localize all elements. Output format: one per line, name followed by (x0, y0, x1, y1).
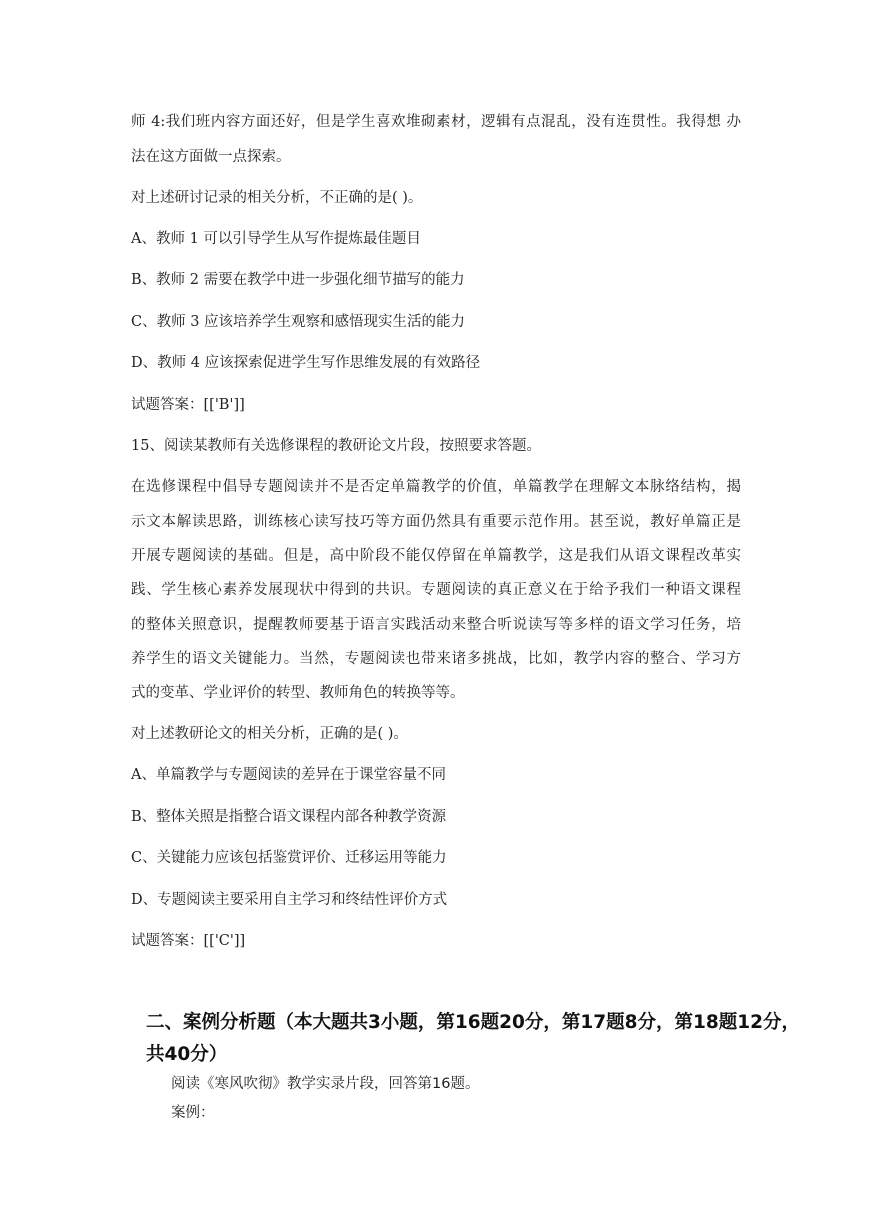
question14-prompt: 对上述研讨记录的相关分析，不正确的是( )。 (131, 190, 423, 206)
question15-title: 15、阅读某教师有关选修课程的教研论文片段，按照要求答题。 (131, 438, 541, 454)
question15-passage-line: 养学生的语文关键能力。当然，专题阅读也带来诸多挑战，比如，教学内容的整合、学习方 (131, 651, 741, 667)
question15-passage-line: 式的变革、学业评价的转型、教师角色的转换等等。 (131, 685, 465, 701)
question15-option-a: A、单篇教学与专题阅读的差异在于课堂容量不同 (131, 767, 446, 783)
question14-answer: 试题答案：[['B']] (131, 397, 245, 413)
question15-passage-line: 的整体关照意识，提醒教师要基于语言实践活动来整合听说读写等多样的语文学习任务，培 (131, 617, 741, 633)
teacher4-statement-line2: 法在这方面做一点探索。 (131, 149, 291, 165)
section2-intro: 阅读《寒风吹彻》教学实录片段，回答第16题。 (171, 1076, 480, 1092)
section2-heading-line2: 共40分） (146, 1044, 228, 1065)
question15-passage-line: 示文本解读思路，训练核心读写技巧等方面仍然具有重要示范作用。甚至说，教好单篇正是 (131, 514, 741, 530)
question14-option-d: D、教师 4 应该探索促进学生写作思维发展的有效路径 (131, 355, 481, 371)
question15-option-c: C、关键能力应该包括鉴赏评价、迁移运用等能力 (131, 850, 447, 866)
question15-prompt: 对上述教研论文的相关分析，正确的是( )。 (131, 726, 408, 742)
question15-passage-line: 开展专题阅读的基础。但是，高中阶段不能仅停留在单篇教学，这是我们从语文课程改革实 (131, 548, 741, 564)
question14-option-c: C、教师 3 应该培养学生观察和感悟现实生活的能力 (131, 314, 466, 330)
question15-option-b: B、整体关照是指整合语文课程内部各种教学资源 (131, 809, 447, 825)
question15-passage-line: 在选修课程中倡导专题阅读并不是否定单篇教学的价值，单篇教学在理解文本脉络结构，揭 (131, 479, 741, 495)
question15-answer: 试题答案：[['C']] (131, 933, 246, 949)
case-label: 案例： (171, 1105, 215, 1121)
question15-option-d: D、专题阅读主要采用自主学习和终结性评价方式 (131, 892, 448, 908)
teacher4-statement-line1: 师 4:我们班内容方面还好，但是学生喜欢堆砌素材，逻辑有点混乱，没有连贯性。我得想 办 (131, 114, 741, 130)
question15-passage-line: 践、学生核心素养发展现状中得到的共识。专题阅读的真正意义在于给予我们一种语文课程 (131, 582, 741, 598)
question14-option-b: B、教师 2 需要在教学中进一步强化细节描写的能力 (131, 272, 465, 288)
question14-option-a: A、教师 1 可以引导学生从写作提炼最佳题目 (131, 231, 421, 247)
section2-heading-line1: 二、案例分析题（本大题共3小题，第16题20分，第17题8分，第18题12分， (146, 1012, 800, 1033)
